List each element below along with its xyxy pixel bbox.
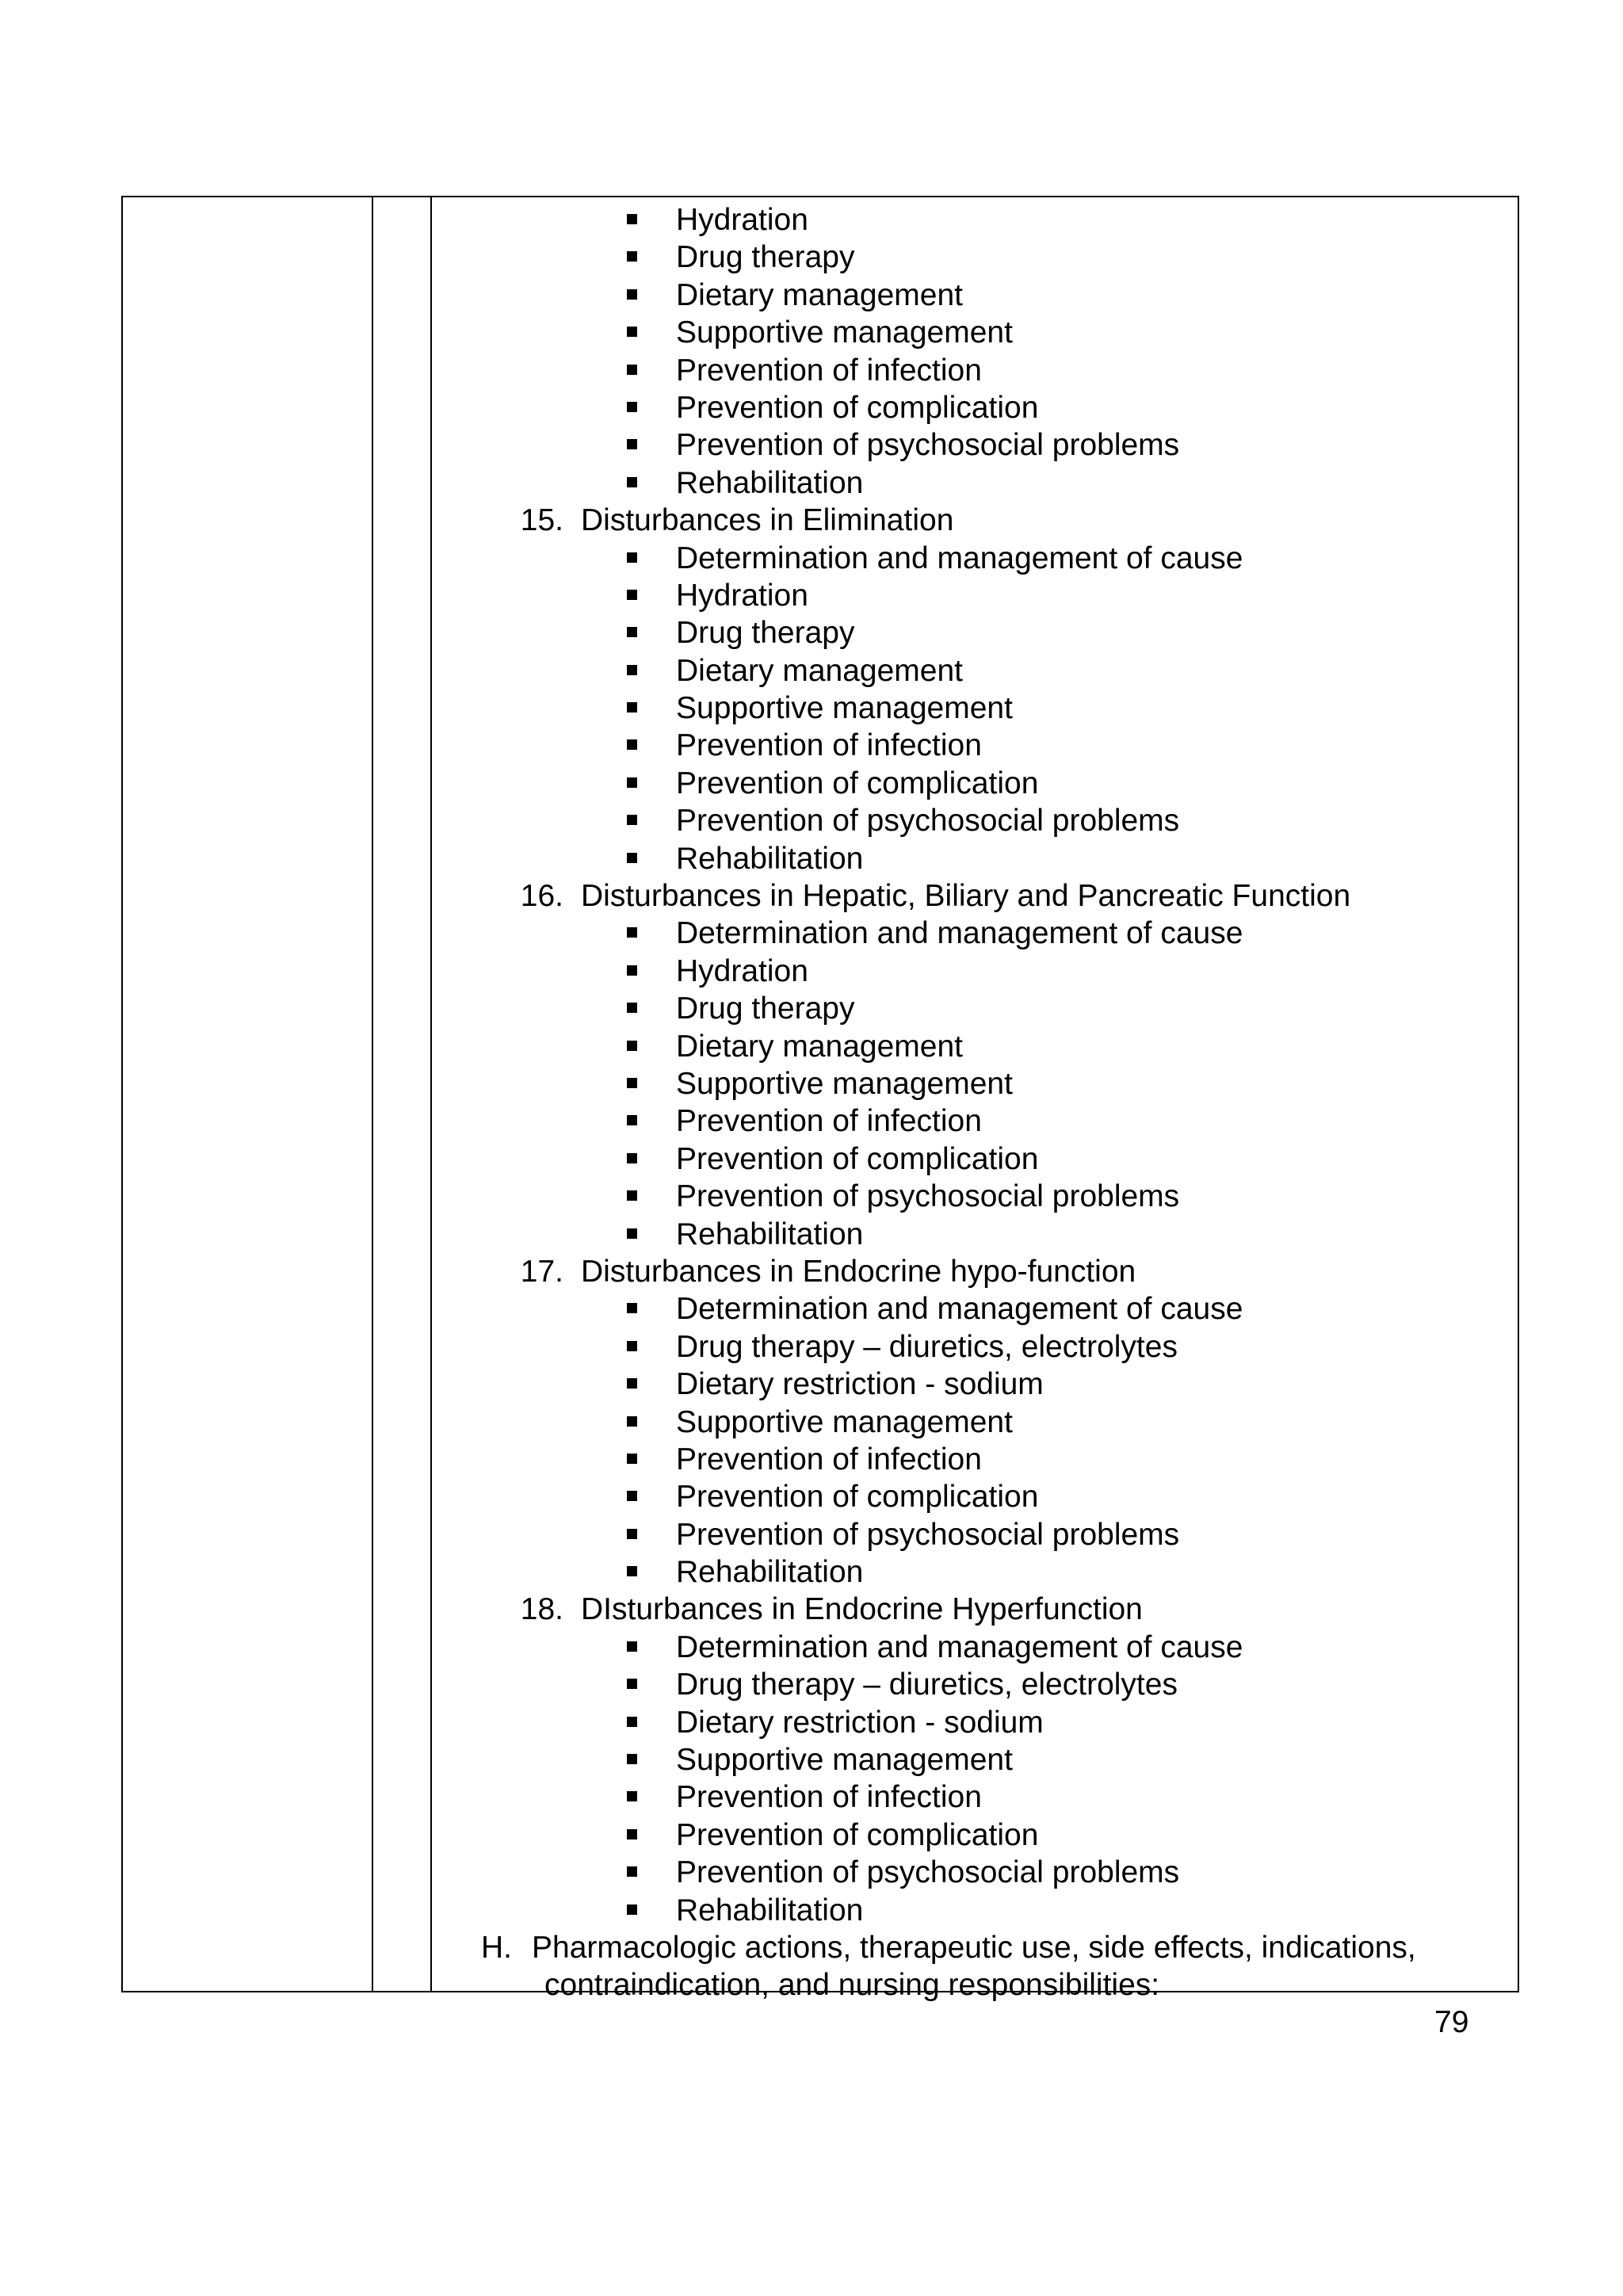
bullet-item xyxy=(432,1140,1518,1178)
bullet-item xyxy=(432,1366,1518,1403)
section-heading xyxy=(432,1253,1518,1290)
bullet-item-text: Dietary management xyxy=(676,1029,964,1064)
bullet-item-text: Prevention of complication xyxy=(676,1817,1039,1852)
bullet-item-text: Prevention of psychosocial problems xyxy=(676,1179,1180,1214)
bullet-item xyxy=(432,1778,1518,1816)
bullet-item-text: Rehabilitation xyxy=(676,841,864,876)
square-bullet-icon xyxy=(627,1078,637,1088)
square-bullet-icon xyxy=(627,1454,637,1464)
bullet-item xyxy=(432,1741,1518,1778)
square-bullet-icon xyxy=(627,1491,637,1501)
section-h-title-line-2: contraindication, and nursing responsibilities: xyxy=(544,1968,1160,2003)
bullet-item xyxy=(432,352,1518,389)
bullet-item-text: Determination and management of cause xyxy=(676,916,1243,951)
bullet-item xyxy=(432,577,1518,614)
bullet-item xyxy=(432,802,1518,839)
square-bullet-icon xyxy=(627,1041,637,1051)
square-bullet-icon xyxy=(627,777,637,788)
square-bullet-icon xyxy=(627,1791,637,1801)
square-bullet-icon xyxy=(627,439,637,449)
bullet-item-text: Dietary restriction - sodium xyxy=(676,1367,1044,1402)
square-bullet-icon xyxy=(627,965,637,976)
bullet-item-text: Supportive management xyxy=(676,1066,1013,1101)
syllabus-table xyxy=(121,196,1519,2003)
bullet-item xyxy=(432,1817,1518,1854)
bullet-item-text: Rehabilitation xyxy=(676,1555,864,1590)
bullet-item xyxy=(432,464,1518,502)
bullet-item xyxy=(432,201,1518,239)
bullet-item-text: Prevention of psychosocial problems xyxy=(676,1517,1180,1552)
table-column-1 xyxy=(123,197,373,1991)
bullet-item-text: Supportive management xyxy=(676,1404,1013,1439)
square-bullet-icon xyxy=(627,815,637,825)
bullet-item xyxy=(432,1178,1518,1215)
square-bullet-icon xyxy=(627,1303,637,1313)
bullet-item-text: Prevention of infection xyxy=(676,1104,982,1139)
bullet-item xyxy=(432,239,1518,276)
bullet-item xyxy=(432,1102,1518,1140)
bullet-item-text: Supportive management xyxy=(676,315,1013,350)
section-title: Disturbances in Elimination xyxy=(581,503,954,538)
bullet-item xyxy=(432,1028,1518,1065)
square-bullet-icon xyxy=(627,590,637,600)
bullet-item xyxy=(432,426,1518,464)
bullet-item-text: Hydration xyxy=(676,203,808,237)
bullet-item-text: Dietary restriction - sodium xyxy=(676,1705,1044,1740)
bullet-item-text: Hydration xyxy=(676,578,808,613)
bullet-item-text: Prevention of infection xyxy=(676,728,982,763)
square-bullet-icon xyxy=(627,853,637,863)
bullet-item xyxy=(432,1553,1518,1591)
page-number: 79 xyxy=(1434,2005,1469,2039)
square-bullet-icon xyxy=(627,365,637,375)
bullet-item-text: Hydration xyxy=(676,953,808,988)
square-bullet-icon xyxy=(627,1529,637,1539)
bullet-item-text: Prevention of psychosocial problems xyxy=(676,428,1180,463)
bullet-item-text: Rehabilitation xyxy=(676,1217,864,1251)
square-bullet-icon xyxy=(627,1003,637,1013)
bullet-item xyxy=(432,1216,1518,1253)
section-h-continuation xyxy=(432,1966,1518,2004)
square-bullet-icon xyxy=(627,627,637,637)
bullet-item-text: Determination and management of cause xyxy=(676,1292,1243,1327)
square-bullet-icon xyxy=(627,1115,637,1125)
square-bullet-icon xyxy=(627,1829,637,1839)
section-h-letter: H. xyxy=(481,1930,512,1965)
square-bullet-icon xyxy=(627,1904,637,1915)
square-bullet-icon xyxy=(627,665,637,675)
square-bullet-icon xyxy=(627,1153,637,1163)
section-title: DIsturbances in Endocrine Hyperfunction xyxy=(581,1592,1143,1627)
bullet-item-text: Prevention of infection xyxy=(676,1780,982,1815)
section-title: Disturbances in Hepatic, Biliary and Pancreatic Function xyxy=(581,879,1351,914)
square-bullet-icon xyxy=(627,1378,637,1389)
bullet-item-text: Prevention of psychosocial problems xyxy=(676,1855,1180,1890)
square-bullet-icon xyxy=(627,1416,637,1427)
bullet-item xyxy=(432,1854,1518,1891)
square-bullet-icon xyxy=(627,702,637,712)
bullet-item xyxy=(432,840,1518,877)
bullet-item xyxy=(432,1704,1518,1741)
section-number: 18. xyxy=(520,1592,563,1627)
bullet-item xyxy=(432,1290,1518,1328)
square-bullet-icon xyxy=(627,1341,637,1351)
table-column-content xyxy=(432,197,1518,2003)
square-bullet-icon xyxy=(627,327,637,337)
section-number: 16. xyxy=(520,879,563,914)
square-bullet-icon xyxy=(627,1679,637,1689)
bullet-item-text: Determination and management of cause xyxy=(676,541,1243,575)
square-bullet-icon xyxy=(627,289,637,300)
bullet-item-text: Drug therapy xyxy=(676,616,855,651)
square-bullet-icon xyxy=(627,1717,637,1727)
content-list xyxy=(432,201,1518,2004)
square-bullet-icon xyxy=(627,251,637,262)
bullet-item xyxy=(432,1328,1518,1366)
section-heading xyxy=(432,877,1518,915)
square-bullet-icon xyxy=(627,1866,637,1877)
square-bullet-icon xyxy=(627,477,637,487)
section-heading xyxy=(432,1591,1518,1628)
bullet-item-text: Drug therapy – diuretics, electrolytes xyxy=(676,1329,1178,1364)
bullet-item-text: Prevention of infection xyxy=(676,353,982,388)
bullet-item-text: Prevention of complication xyxy=(676,1480,1039,1515)
section-title: Disturbances in Endocrine hypo-function xyxy=(581,1254,1136,1289)
square-bullet-icon xyxy=(627,927,637,938)
bullet-item-text: Determination and management of cause xyxy=(676,1629,1243,1664)
bullet-item xyxy=(432,1478,1518,1515)
bullet-item xyxy=(432,1892,1518,1929)
square-bullet-icon xyxy=(627,1754,637,1764)
bullet-item-text: Prevention of complication xyxy=(676,390,1039,425)
bullet-item xyxy=(432,1404,1518,1441)
section-number: 15. xyxy=(520,503,563,538)
bullet-item-text: Dietary management xyxy=(676,653,964,688)
bullet-item-text: Prevention of complication xyxy=(676,1141,1039,1176)
bullet-item xyxy=(432,1441,1518,1478)
square-bullet-icon xyxy=(627,214,637,224)
bullet-item-text: Drug therapy – diuretics, electrolytes xyxy=(676,1668,1178,1702)
bullet-item-text: Supportive management xyxy=(676,691,1013,726)
bullet-item xyxy=(432,1065,1518,1102)
bullet-item xyxy=(432,389,1518,426)
bullet-item-text: Drug therapy xyxy=(676,240,855,275)
bullet-item xyxy=(432,277,1518,314)
bullet-item-text: Supportive management xyxy=(676,1743,1013,1778)
bullet-item-text: Prevention of psychosocial problems xyxy=(676,804,1180,839)
bullet-item xyxy=(432,990,1518,1027)
square-bullet-icon xyxy=(627,1228,637,1239)
square-bullet-icon xyxy=(627,1190,637,1201)
bullet-item xyxy=(432,314,1518,351)
section-number: 17. xyxy=(520,1254,563,1289)
section-h-heading xyxy=(432,1929,1518,1966)
table-column-2 xyxy=(373,197,432,1991)
bullet-item xyxy=(432,915,1518,952)
square-bullet-icon xyxy=(627,1566,637,1576)
square-bullet-icon xyxy=(627,739,637,750)
bullet-item xyxy=(432,727,1518,764)
bullet-item xyxy=(432,765,1518,802)
square-bullet-icon xyxy=(627,552,637,563)
bullet-item xyxy=(432,1666,1518,1703)
bullet-item-text: Rehabilitation xyxy=(676,465,864,500)
bullet-item xyxy=(432,953,1518,990)
bullet-item-text: Prevention of complication xyxy=(676,766,1039,800)
bullet-item xyxy=(432,1629,1518,1666)
section-h-title-line-1: Pharmacologic actions, therapeutic use, side effects, indications, xyxy=(532,1930,1416,1965)
bullet-item xyxy=(432,652,1518,690)
bullet-item xyxy=(432,614,1518,651)
bullet-item-text: Drug therapy xyxy=(676,991,855,1026)
square-bullet-icon xyxy=(627,402,637,412)
bullet-item-text: Rehabilitation xyxy=(676,1893,864,1927)
bullet-item xyxy=(432,540,1518,577)
bullet-item-text: Dietary management xyxy=(676,277,964,312)
bullet-item xyxy=(432,690,1518,727)
bullet-item xyxy=(432,1516,1518,1553)
section-heading xyxy=(432,502,1518,539)
bullet-item-text: Prevention of infection xyxy=(676,1442,982,1477)
square-bullet-icon xyxy=(627,1641,637,1652)
